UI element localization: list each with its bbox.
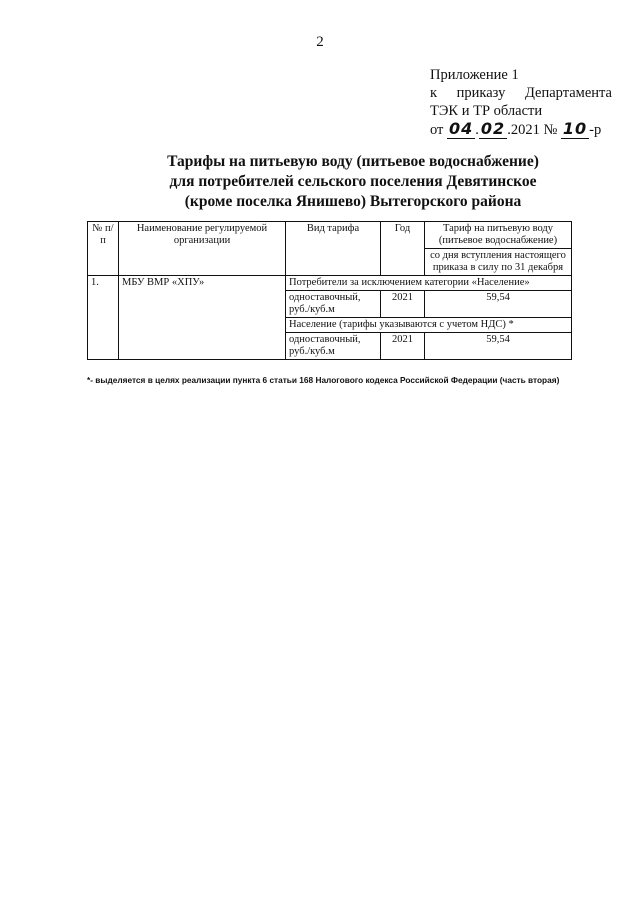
number-suffix: -р bbox=[589, 122, 602, 138]
tariff-table bbox=[87, 221, 572, 360]
date-year: .2021 bbox=[507, 122, 540, 138]
row-org: МБУ ВМР «ХПУ» bbox=[119, 276, 286, 360]
appendix-date-line: от 04 . 02 .2021 № 10 -р bbox=[430, 119, 602, 138]
footnote: *- выделяется в целях реализации пункта 6 статьи 168 Налогового кодекса Российской Федерации (часть вторая) bbox=[87, 375, 560, 385]
tariff-kind-consumers: одноставочный, руб./куб.м bbox=[286, 291, 381, 318]
handwritten-order-number: 10 bbox=[562, 119, 588, 138]
tariff-year-population: 2021 bbox=[381, 333, 425, 360]
header-org: Наименование регулируемой организации bbox=[119, 222, 286, 276]
group-label-consumers: Потребители за исключением категории «Население» bbox=[286, 276, 572, 291]
appendix-title: Приложение 1 bbox=[430, 67, 519, 83]
tariff-value-population: 59,54 bbox=[425, 333, 572, 360]
appendix-order-ref: к приказу Департамента bbox=[430, 85, 612, 101]
header-year: Год bbox=[381, 222, 425, 276]
header-num: № п/п bbox=[88, 222, 119, 276]
document-title bbox=[0, 152, 640, 212]
appendix-department: ТЭК и ТР области bbox=[430, 103, 543, 119]
title-line-1: Тарифы на питьевую воду (питьевое водоснабжение) bbox=[167, 153, 539, 170]
tariff-kind-population: одноставочный, руб./куб.м bbox=[286, 333, 381, 360]
appendix-block bbox=[430, 66, 612, 139]
tariff-value-consumers: 59,54 bbox=[425, 291, 572, 318]
title-line-2: для потребителей сельского поселения Девятинское bbox=[169, 173, 537, 190]
group-label-population: Население (тарифы указываются с учетом НДС) * bbox=[286, 318, 572, 333]
row-num: 1. bbox=[88, 276, 119, 360]
header-tariff-period: со дня вступления настоящего приказа в силу по 31 декабря bbox=[425, 249, 572, 276]
date-prefix: от bbox=[430, 122, 444, 138]
header-kind: Вид тарифа bbox=[286, 222, 381, 276]
handwritten-day: 04 bbox=[449, 119, 474, 138]
title-line-3: (кроме поселка Янишево) Вытегорского района bbox=[184, 193, 522, 210]
number-sign: № bbox=[543, 122, 558, 138]
page-number: 2 bbox=[316, 34, 324, 50]
handwritten-month: 02 bbox=[480, 119, 506, 138]
tariff-year-consumers: 2021 bbox=[381, 291, 425, 318]
header-tariff: Тариф на питьевую воду (питьевое водоснабжение) bbox=[425, 222, 572, 249]
